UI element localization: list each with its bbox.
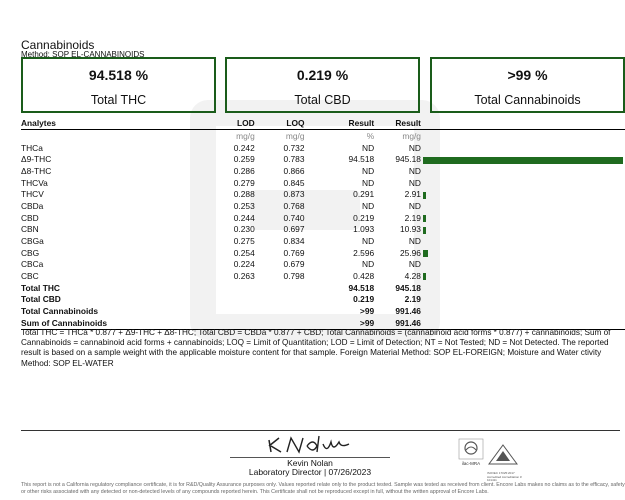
table-header-row (21, 117, 625, 130)
cell-lod: 0.230 (233, 224, 255, 235)
result-bar (423, 192, 426, 199)
cell-analyte: CBG (21, 247, 40, 258)
cell-mg: 2.91 (404, 189, 421, 200)
cell-analyte: CBGa (21, 236, 44, 247)
col-analytes: Analytes (21, 117, 170, 130)
cell-loq: 0.866 (283, 165, 305, 176)
ilac-mra-logo (458, 438, 484, 468)
summary-value: 94.518 % (88, 67, 149, 83)
cell-pct: 1.093 (353, 224, 375, 235)
table-row (21, 247, 625, 259)
cell-mg: ND (408, 200, 421, 211)
summary-label: Total CBD (294, 93, 351, 107)
table-row (21, 142, 625, 154)
cell-loq: 0.679 (283, 259, 305, 270)
cell-mg: ND (408, 165, 421, 176)
col-result-mg: Result (374, 117, 421, 130)
cell-analyte: THCV (21, 189, 44, 200)
cell-analyte: Δ9-THC (21, 154, 52, 165)
total-analyte: Sum of Cannabinoids (21, 317, 170, 329)
cell-lod: 0.242 (233, 142, 255, 153)
cell-pct: ND (362, 200, 375, 211)
total-pct: >99 (359, 306, 375, 317)
cell-pct: ND (362, 165, 375, 176)
cell-loq: 0.798 (283, 271, 305, 282)
cell-mg: ND (408, 259, 421, 270)
total-analyte: Total Cannabinoids (21, 306, 99, 317)
ilac-text: ilac-MRA (461, 461, 481, 466)
result-bar (423, 215, 426, 222)
cell-mg: 4.28 (404, 271, 421, 282)
table-row (21, 212, 625, 224)
cell-analyte: CBC (21, 271, 39, 282)
cell-loq: 0.732 (283, 142, 305, 153)
cell-mg: 2.19 (404, 212, 421, 223)
cell-loq: 0.873 (283, 189, 305, 200)
cell-lod: 0.224 (233, 259, 255, 270)
total-pct: 0.219 (353, 294, 375, 305)
cell-loq: 0.845 (283, 177, 305, 188)
summary-value: 0.219 % (296, 67, 349, 83)
unit-cell (21, 130, 170, 142)
cell-lod: 0.279 (233, 177, 255, 188)
signatory-title-date: Laboratory Director | 07/26/2023 (248, 467, 372, 477)
cell-analyte: CBDa (21, 200, 44, 211)
total-row (21, 305, 625, 317)
cell-lod: 0.286 (233, 165, 255, 176)
cell-lod: 0.253 (233, 200, 255, 211)
table-row (21, 153, 625, 165)
unit-cell: mg/g (402, 130, 421, 141)
total-pct: 94.518 (348, 282, 375, 293)
cell-mg: 25.96 (400, 247, 421, 258)
total-row (21, 282, 625, 294)
summary-box-total-cbd (225, 57, 420, 113)
cell-pct: ND (362, 177, 375, 188)
cell-analyte: THCVa (21, 177, 48, 188)
cell-loq: 0.834 (283, 236, 305, 247)
result-bar (423, 250, 428, 257)
col-lod: LOD (170, 117, 254, 130)
cell-analyte: Δ8-THC (21, 165, 52, 176)
cell-analyte: CBCa (21, 259, 44, 270)
unit-cell: % (366, 130, 375, 141)
table-row (21, 200, 625, 212)
col-loq: LOQ (255, 117, 305, 130)
cell-loq: 0.768 (283, 200, 305, 211)
cell-lod: 0.275 (233, 236, 255, 247)
cell-pct: 0.428 (353, 271, 375, 282)
divider (21, 430, 620, 431)
pja-accreditation (487, 444, 529, 483)
summary-box-total-thc (21, 57, 216, 113)
result-bar (423, 273, 426, 280)
cell-lod: 0.254 (233, 247, 255, 258)
total-mg: 2.19 (404, 294, 421, 305)
cell-pct: 94.518 (348, 154, 375, 165)
col-bar (421, 117, 625, 130)
section-title: Cannabinoids (21, 38, 95, 52)
total-mg: 945.18 (395, 282, 421, 293)
table-row (21, 224, 625, 236)
summary-label: Total THC (90, 93, 147, 107)
cell-loq: 0.783 (283, 154, 305, 165)
cell-lod: 0.259 (233, 154, 255, 165)
cell-pct: 0.219 (353, 212, 375, 223)
summary-value: >99 % (507, 67, 548, 83)
cell-analyte: THCa (21, 142, 43, 153)
cell-pct: ND (362, 259, 375, 270)
signature-image (265, 432, 355, 456)
cell-loq: 0.697 (283, 224, 305, 235)
cell-pct: ND (362, 142, 375, 153)
result-bar (423, 157, 623, 164)
table-body (21, 130, 625, 330)
summary-box-total-cannabinoids (430, 57, 625, 113)
pja-logo (487, 444, 519, 466)
summary-label: Total Cannabinoids (474, 93, 581, 107)
cell-pct: 2.596 (353, 247, 375, 258)
total-mg: 991.46 (374, 317, 421, 329)
col-result-pct: Result (305, 117, 375, 130)
unit-cell: mg/g (236, 130, 255, 141)
table-row (21, 259, 625, 271)
result-bar (423, 227, 426, 234)
cell-lod: 0.288 (233, 189, 255, 200)
cell-pct: 0.291 (353, 189, 375, 200)
cell-loq: 0.740 (283, 212, 305, 223)
cannabinoid-table (21, 117, 625, 330)
total-pct: >99 (305, 317, 375, 329)
table-row (21, 188, 625, 200)
table-row (21, 177, 625, 189)
table-row (21, 235, 625, 247)
cell-analyte: CBD (21, 212, 39, 223)
cell-loq: 0.769 (283, 247, 305, 258)
cell-mg: 945.18 (395, 154, 421, 165)
cell-lod: 0.244 (233, 212, 255, 223)
total-analyte: Total THC (21, 282, 60, 293)
cell-mg: ND (408, 177, 421, 188)
cell-mg: ND (408, 142, 421, 153)
cell-mg: 10.93 (400, 224, 421, 235)
total-mg: 991.46 (395, 306, 421, 317)
total-analyte: Total CBD (21, 294, 61, 305)
cell-analyte: CBN (21, 224, 39, 235)
total-row (21, 294, 625, 306)
calculation-notes: Total THC = THCa * 0.877 + Δ9-THC + Δ8-THC; Total CBD = CBDa * 0.877 + CBD; Total Cannabinoids = (cannabinoid acid forms * 0.877) + cannabinoids; Sum of Cannabinoids = cannabinoid acid forms + cannabinoids; LOQ = Limit of Quantitation; LOD = Limit of Detection; NT = Not Tested; ND = Not Detected. The reported result is based on a sample weight with the applicable moisture content for that sample. Foreign Material Method: SOP EL-FOREIGN; Moisture and Water ctivity Method: SOP EL-WATER (21, 328, 611, 368)
method-label: Method: SOP EL-CANNABINOIDS (21, 50, 145, 59)
signatory (210, 459, 410, 477)
signatory-name: Kevin Nolan (287, 458, 333, 468)
unit-cell: mg/g (285, 130, 305, 141)
pja-text: ISO/IEC 17025:2017 Accredited Accreditation # 101411 (487, 471, 522, 482)
table-row (21, 165, 625, 177)
disclaimer-footer: This report is not a California regulatory compliance certificate, it is for R&D/Quality Assurance purposes only. Values reported relate only to the product tested. Sample was tested as received from client. Encore Labs makes no claims as to the efficacy, safety or other risks associated with any detected or non-detected levels of any compounds reported herein. This Certificate shall not be reproduced except in full, without the written approval of Encore Labs. (21, 482, 625, 495)
cell-mg: ND (408, 236, 421, 247)
table-row (21, 270, 625, 282)
cell-lod: 0.263 (233, 271, 255, 282)
cell-pct: ND (362, 236, 375, 247)
units-row (21, 130, 625, 142)
